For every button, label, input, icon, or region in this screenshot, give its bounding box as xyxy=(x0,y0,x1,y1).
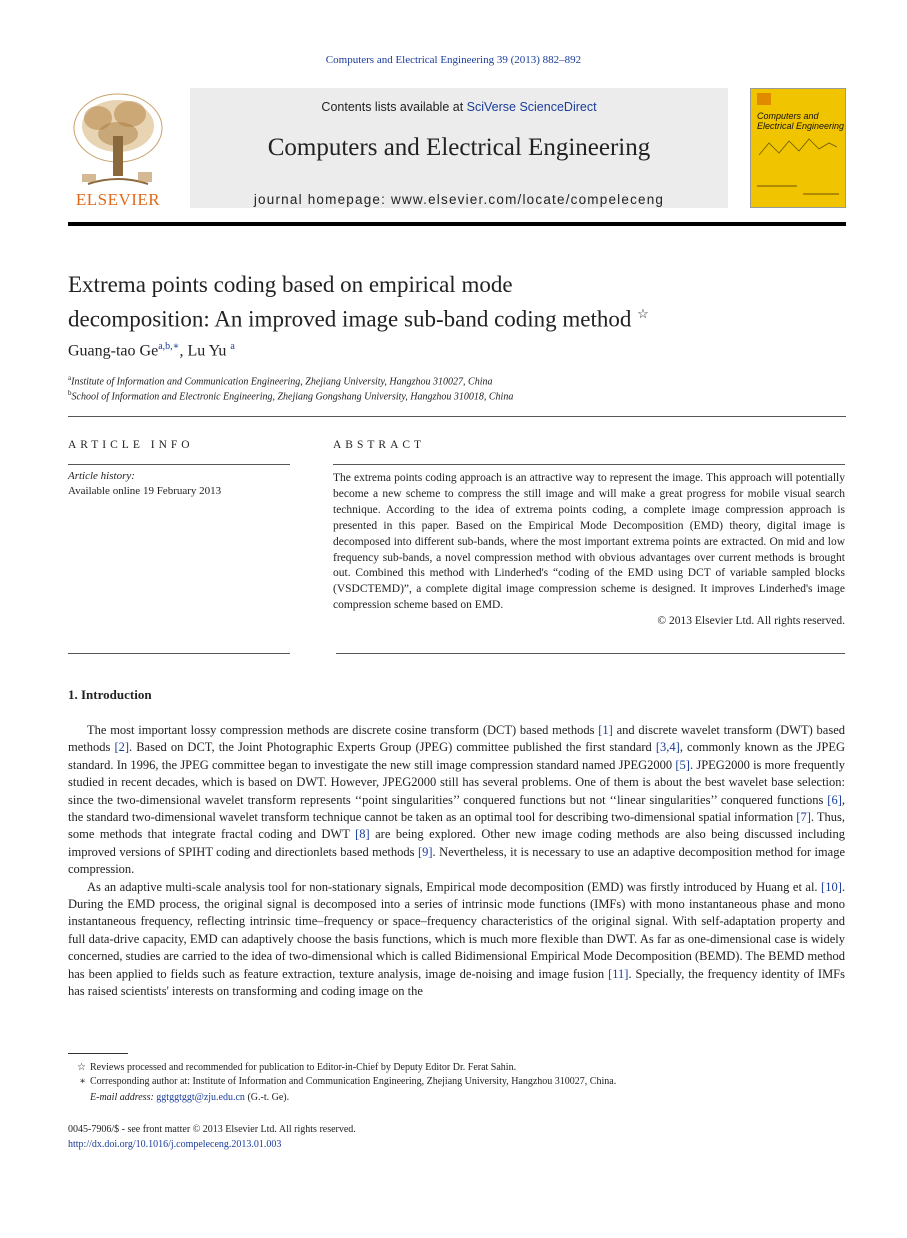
journal-reference[interactable]: Computers and Electrical Engineering 39 (2013) 882–892 xyxy=(325,54,582,66)
contents-prefix: Contents lists available at xyxy=(321,100,467,114)
footnote-email: E-mail address: ggtggtggt@zju.edu.cn (G.-t. Ge). xyxy=(90,1092,290,1103)
paragraph-text: . Nevertheless, it is necessary to use an adaptive decomposition method for image compression. xyxy=(68,844,845,877)
paragraph-text: are being explored. Other new image coding methods are also being discussed including improved versions of SPIHT coding and directionlets based methods xyxy=(68,827,845,859)
paragraph-text: . Specially, the frequency identity of IMFs has raised scientists' interests on transforming and coding image on the xyxy=(68,966,846,999)
citation-link[interactable]: [10] xyxy=(821,879,842,894)
paragraph-text: and discrete wavelet transform (DWT) based methods xyxy=(68,723,845,755)
paragraph-1 xyxy=(68,722,845,879)
paragraph-text: , the standard two-dimensional wavelet transform technique cannot be taken as an optimal tool for describing two-dimensional spatial information xyxy=(68,792,845,825)
cover-emblem-icon xyxy=(757,93,771,105)
author-ge[interactable]: Guang-tao Ge xyxy=(68,342,159,360)
paragraph-text: As an adaptive multi-scale analysis tool for non-stationary signals, Empirical mode decomposition (EMD) was firstly introduced by Huang et al. xyxy=(87,879,822,894)
publisher-wordmark: ELSEVIER xyxy=(75,190,161,209)
citation-link[interactable]: [3,4] xyxy=(655,740,680,755)
abstract-body xyxy=(333,471,845,630)
paragraph-2 xyxy=(68,879,845,1001)
paragraph-text: . Thus, some methods that integrate fractal coding and DWT xyxy=(68,810,846,842)
affiliation-a: $^a$Institute of Information and Communication Engineering, Zhejiang University, Hangzhou 310027, China xyxy=(68,374,493,388)
author-ge-affil[interactable]: a,b,∗ xyxy=(158,341,180,352)
homepage-prefix: journal homepage: xyxy=(253,192,392,207)
journal-homepage xyxy=(190,192,728,207)
title-line1: Extrema points coding based on empirical mode xyxy=(68,272,513,297)
citation-link[interactable]: [11] xyxy=(608,966,629,981)
email-link[interactable]: ggtggtggt@zju.edu.cn xyxy=(156,1092,245,1103)
citation-link[interactable]: [6] xyxy=(827,792,842,807)
article-title xyxy=(68,270,788,334)
title-footnote-mark[interactable]: ☆ xyxy=(637,306,649,321)
footnote-review: ☆ Reviews processed and recommended for publication to Editor-in-Chief by Deputy Editor Dr. Ferat Sahin. xyxy=(77,1062,517,1073)
citation-link[interactable]: [1] xyxy=(598,723,613,737)
article-info-rule xyxy=(68,464,290,465)
paragraph-text: , commonly known as the JPEG standard. In 1996, the JPEG committee began to investigate the new still image compression standard named JPEG2000 xyxy=(68,740,845,772)
affiliation-b: $^b$School of Information and Electronic Engineering, Zhejiang Gongshang University, Hangzhou 310018, China xyxy=(68,389,514,403)
elsevier-logo xyxy=(68,88,168,210)
abstract-bottom-rule xyxy=(336,653,845,654)
contents-line xyxy=(190,100,728,114)
abstract-copyright: © 2013 Elsevier Ltd. All rights reserved. xyxy=(657,615,845,628)
paragraph-text: The most important lossy compression methods are discrete cosine transform (DCT) based methods xyxy=(87,723,599,737)
article-info-heading: ARTICLE INFO xyxy=(68,439,194,451)
citation-link[interactable]: [2] xyxy=(114,740,130,755)
abstract-text: The extrema points coding approach is an attractive way to represent the image. This approach will potentially become a new scheme to compress the still image and will make a great progress for mobile visual search technique. According to the idea of extrema points coding, a complete image compression approach is presented in this paper. Based on the Empirical Mode Decomposition (EMD) theory, digital image is decomposed into different sub-bands, where the most important extrema points are extracted. On mid and low frequency sub-bands, a novel compression method with obvious advantages over current methods is brought out. Combined this method with Linderhed's “coding of the EMD using DCT of variable sampled blocks (VSDCTEMD)”, a complete digital image compression scheme is designed. It improves Linderhed's image compression scheme based on EMD. xyxy=(333,472,845,612)
citation-link[interactable]: [5] xyxy=(675,757,690,772)
issn-doi-block xyxy=(68,1122,356,1152)
citation-link[interactable]: [7] xyxy=(796,810,811,825)
author-yu[interactable]: Lu Yu xyxy=(187,342,227,360)
paragraph-text: . JPEG2000 is more frequently studied in recent decades, which is based on DWT. However, JPEG2000 still has several problems. One of them is about the best wavelet base selection: since the two-dimensional wavelet transform represents ‘‘point singularities’’ conquered functions but not ‘‘linear singularities’’ conquered functions xyxy=(68,757,845,807)
paragraph-text: . During the EMD process, the original signal is decomposed into a series of intrinsic mode functions (IMFs) with mono instantaneous phase and mono instantaneous frequency, reflecting intrinsic time–frequency or space–frequency characteristics of the original signal. With self-adaptation property and full data-drive capacity, EMD can adaptively choose the basis functions, which is much more flexible than DWT. As far as one-dimensional case is widely concerned, studies are carried to the idea of two-dimensional which is called Bidimensional Empirical Mode Decomposition (BEMD). The BEMD method has been applied to fields such as feature extraction, texture analysis, image de-noising and image fusion xyxy=(68,879,845,981)
affiliation-rule xyxy=(68,416,846,417)
history-value: Available online 19 February 2013 xyxy=(68,485,222,497)
journal-cover-image xyxy=(750,88,846,208)
article-info-bottom-rule xyxy=(68,653,290,654)
doi-link[interactable]: http://dx.doi.org/10.1016/j.compeleceng.2013.01.003 xyxy=(68,1139,282,1150)
citation-link[interactable]: [8] xyxy=(355,827,370,842)
cover-graphic xyxy=(759,135,837,163)
header-rule xyxy=(68,222,846,226)
footnote-rule xyxy=(68,1053,128,1054)
homepage-url[interactable]: www.elsevier.com/locate/compeleceng xyxy=(391,192,665,207)
author-list: Guang-tao $Ge^{a,b,∗}$, Lu Yu $^a$ xyxy=(68,341,235,360)
cover-title xyxy=(757,111,844,131)
citation-link[interactable]: [9] xyxy=(417,844,433,859)
footnote-corresponding: ∗ Corresponding author at: Institute of Information and Communication Engineering, Zhejiang University, Hangzhou 310027, China. xyxy=(79,1076,617,1087)
cover-title-line1: Computers and xyxy=(757,111,819,121)
issn-line: 0045-7906/$ - see front matter © 2013 Elsevier Ltd. All rights reserved. xyxy=(68,1124,356,1135)
introduction-body xyxy=(68,722,845,1001)
abstract-rule xyxy=(333,464,845,465)
author-yu-affil[interactable]: a xyxy=(230,341,235,352)
journal-title: Computers and Electrical Engineering xyxy=(267,134,651,161)
title-line2: decomposition: An improved image sub-band coding method ☆ xyxy=(68,306,649,332)
paragraph-text: . Based on DCT, the Joint Photographic Experts Group (JPEG) committee published the first standard xyxy=(129,740,656,755)
abstract-heading: ABSTRACT xyxy=(333,439,426,451)
sciencedirect-link[interactable]: SciVerse ScienceDirect xyxy=(466,100,597,114)
cover-title-line2: Electrical Engineering xyxy=(757,121,845,131)
section-heading-introduction: 1. Introduction xyxy=(68,687,152,702)
history-label: Article history: xyxy=(68,470,135,482)
